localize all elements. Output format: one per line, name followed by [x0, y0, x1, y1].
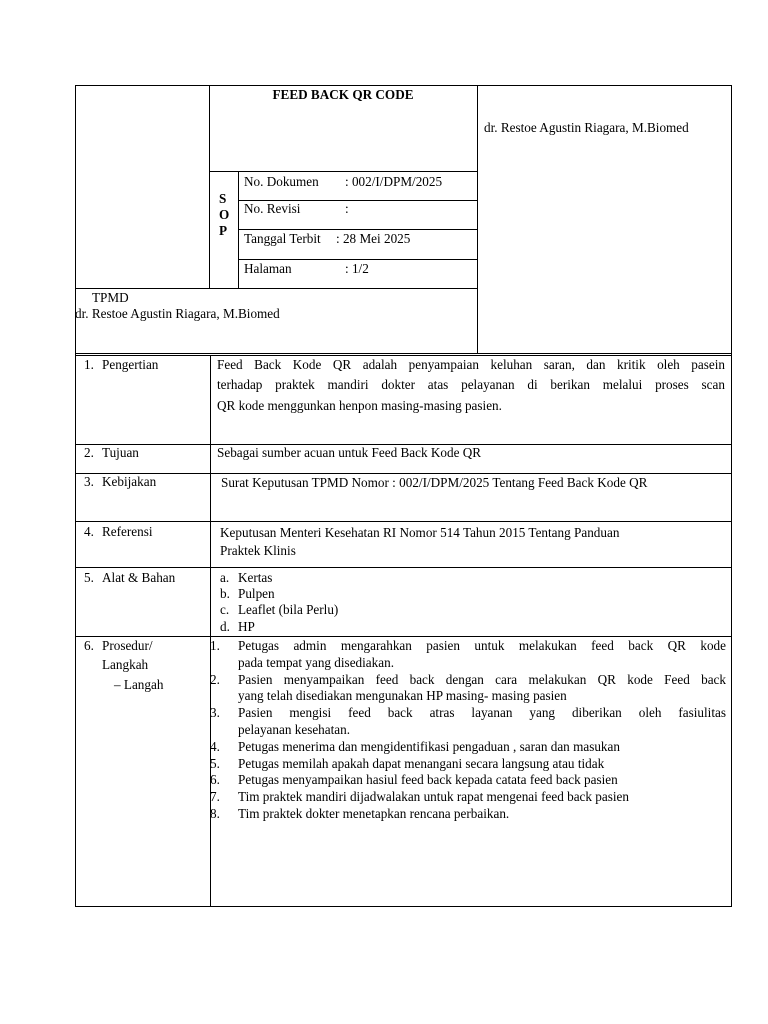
step-number: 6.: [210, 772, 220, 788]
border: [75, 473, 732, 474]
pengertian-line: terhadap praktek mandiri dokter atas pelayanan di berikan melalui proses scan: [217, 377, 725, 392]
field-value: : 28 Mei 2025: [336, 231, 411, 246]
step-text: pelayanan kesehatan.: [238, 721, 351, 737]
list-marker: d.: [220, 619, 230, 634]
section-label-prosedur: – Langah: [114, 677, 164, 692]
step-text: Pasien mengisi feed back atras layanan yang diberikan oleh fasiulitas: [238, 705, 726, 721]
border: [75, 636, 732, 637]
procedure-step: [210, 756, 726, 773]
referensi-line: Keputusan Menteri Kesehatan RI Nomor 514 Tahun 2015 Tentang Panduan: [220, 525, 620, 540]
procedure-step: [210, 638, 726, 672]
section-number: 1.: [84, 357, 94, 372]
border: [209, 85, 210, 288]
section-number: 5.: [84, 570, 94, 585]
border: [75, 85, 732, 86]
step-number: 8.: [210, 805, 220, 821]
field-label: No. Dokumen: [244, 174, 319, 189]
border: [238, 171, 239, 288]
org-name: TPMD: [92, 290, 129, 305]
field-label: Tanggal Terbit: [244, 231, 321, 246]
border: [238, 259, 477, 260]
referensi-line: Praktek Klinis: [220, 543, 296, 558]
org-person: dr. Restoe Agustin Riagara, M.Biomed: [75, 306, 280, 321]
section-label-prosedur: Langkah: [102, 657, 149, 672]
step-text: Petugas admin mengarahkan pasien untuk melakukan feed back QR kode: [238, 638, 726, 653]
section-number: 6.: [84, 638, 94, 653]
sop-letter: P: [219, 223, 228, 238]
step-number: 4.: [210, 738, 220, 754]
procedure-step: [210, 806, 726, 823]
step-text: Petugas menerima dan mengidentifikasi pengaduan , saran dan masukan: [238, 738, 620, 754]
list-marker: a.: [220, 570, 230, 585]
step-number: 1.: [210, 638, 220, 653]
list-item: Pulpen: [238, 586, 275, 601]
list-item: HP: [238, 619, 255, 634]
step-number: 7.: [210, 789, 220, 805]
sop-letter: S: [219, 191, 227, 206]
step-text: pada tempat yang disediakan.: [238, 654, 394, 670]
procedure-step: [210, 672, 726, 706]
step-text: Tim praktek dokter menetapkan rencana perbaikan.: [238, 805, 510, 821]
border: [238, 229, 477, 230]
border: [75, 521, 732, 522]
procedure-step: [210, 772, 726, 789]
step-text: Tim praktek mandiri dijadwalakan untuk rapat mengenai feed back pasien: [238, 789, 629, 805]
border: [75, 906, 732, 907]
list-item: Kertas: [238, 570, 273, 585]
border: [75, 355, 732, 356]
list-marker: b.: [220, 586, 230, 601]
step-number: 2.: [210, 671, 220, 687]
step-text: yang telah disediakan mengunakan HP masing- masing pasien: [238, 688, 567, 704]
document-title: FEED BACK QR CODE: [272, 87, 414, 102]
section-number: 2.: [84, 445, 94, 460]
border: [209, 171, 477, 172]
list-marker: c.: [220, 602, 230, 617]
border: [210, 355, 211, 906]
procedure-step: [210, 705, 726, 739]
step-text: Petugas memilah apakah dapat menangani secara langsung atau tidak: [238, 755, 605, 771]
section-label-referensi: Referensi: [102, 524, 153, 539]
step-text: Petugas menyampaikan hasiul feed back kepada catata feed back pasien: [238, 772, 618, 788]
step-text: Pasien menyampaikan feed back dengan cara melakukan QR kode Feed back: [238, 671, 726, 687]
border: [75, 353, 732, 354]
section-label-pengertian: Pengertian: [102, 357, 159, 372]
section-number: 4.: [84, 524, 94, 539]
field-label: Halaman: [244, 261, 292, 276]
border: [477, 85, 478, 353]
field-label: No. Revisi: [244, 201, 301, 216]
field-value: :: [345, 201, 349, 216]
border: [75, 288, 477, 289]
border: [75, 85, 76, 907]
border: [731, 85, 732, 907]
step-number: 5.: [210, 755, 220, 771]
procedure-list: [210, 638, 726, 823]
pengertian-line: Feed Back Kode QR adalah penyampaian keluhan saran, dan kritik oleh pasein: [217, 357, 725, 372]
field-value: : 1/2: [345, 261, 369, 276]
border: [75, 567, 732, 568]
procedure-step: [210, 739, 726, 756]
step-number: 3.: [210, 705, 220, 721]
list-item: Leaflet (bila Perlu): [238, 602, 339, 617]
section-number: 3.: [84, 474, 94, 489]
section-label-tujuan: Tujuan: [102, 445, 139, 460]
section-label-kebijakan: Kebijakan: [102, 474, 157, 489]
approver-name: dr. Restoe Agustin Riagara, M.Biomed: [484, 120, 689, 135]
field-value: : 002/I/DPM/2025: [345, 174, 443, 189]
tujuan-text: Sebagai sumber acuan untuk Feed Back Kode QR: [217, 445, 482, 460]
pengertian-line: QR kode menggunkan henpon masing-masing pasien.: [217, 398, 502, 413]
sop-letter: O: [219, 207, 230, 222]
section-label-prosedur: Prosedur/: [102, 638, 153, 653]
section-label-alat-bahan: Alat & Bahan: [102, 570, 176, 585]
procedure-step: [210, 789, 726, 806]
kebijakan-text: Surat Keputusan TPMD Nomor : 002/I/DPM/2025 Tentang Feed Back Kode QR: [221, 475, 648, 490]
